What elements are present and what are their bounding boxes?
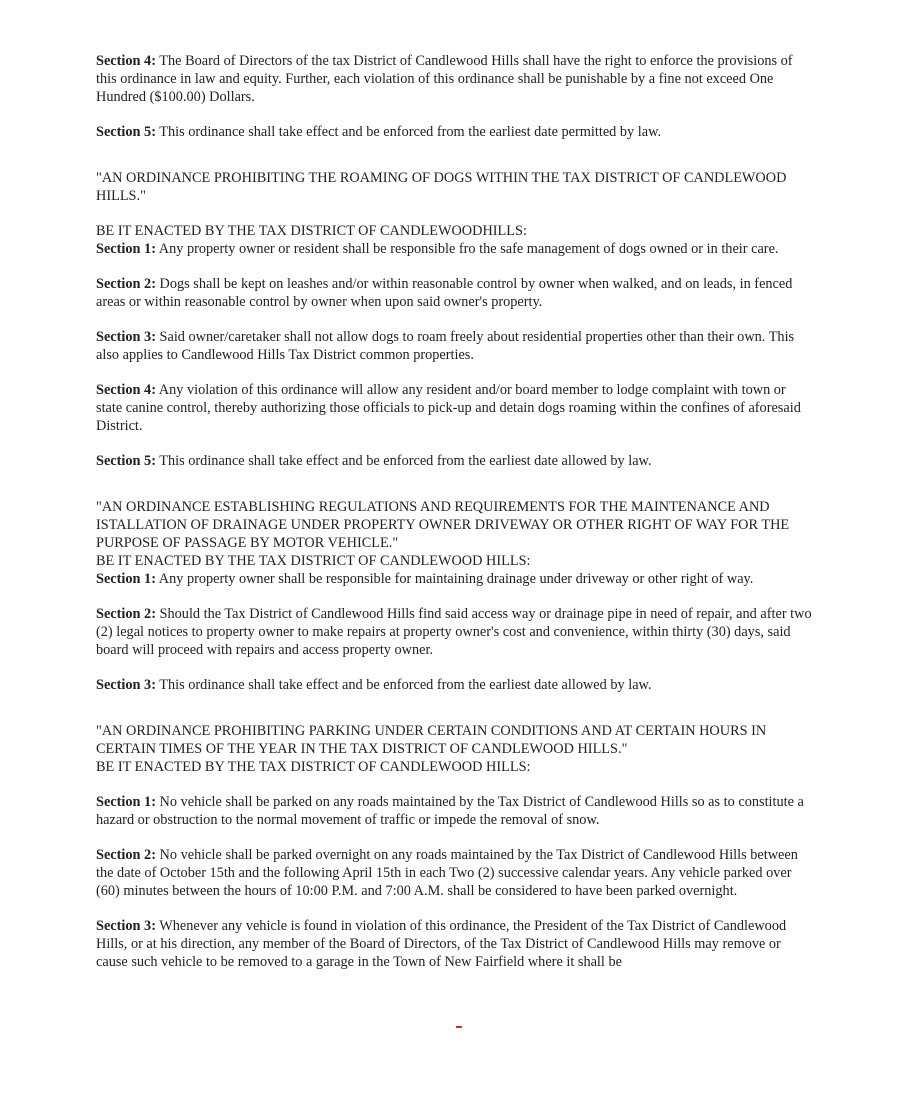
section-paragraph: [96, 240, 812, 258]
section-label: Section 3:: [96, 918, 156, 934]
section-paragraph: [96, 328, 812, 364]
ordinance-title-parking: "AN ORDINANCE PROHIBITING PARKING UNDER CERTAIN CONDITIONS AND AT CERTAIN HOURS IN CERTAIN TIMES OF THE YEAR IN THE TAX DISTRICT OF CANDLEWOOD HILLS.": [96, 723, 767, 757]
section-text: The Board of Directors of the tax District of Candlewood Hills shall have the right to enforce the provisions of this ordinance in law and equity. Further, each violation of this ordinance shall be punishable by a fine not exceed One Hundred ($100.00) Dollars.: [96, 53, 793, 105]
section-paragraph: [96, 676, 812, 694]
section-text: Said owner/caretaker shall not allow dogs to roam freely about residential properties other than their own. This also applies to Candlewood Hills Tax District common properties.: [96, 329, 795, 363]
section-label: Section 1:: [96, 794, 156, 810]
section-paragraph: [96, 570, 812, 588]
section-text: Any violation of this ordinance will allow any resident and/or board member to lodge complaint with town or state canine control, thereby authorizing those officials to pick-up and detain dogs roaming within the confines of aforesaid District.: [96, 382, 801, 434]
section-text: Any property owner or resident shall be responsible fro the safe management of dogs owned or in their care.: [155, 241, 779, 257]
section-text: No vehicle shall be parked on any roads maintained by the Tax District of Candlewood Hills so as to constitute a hazard or obstruction to the normal movement of traffic or impede the removal of snow.: [96, 794, 804, 828]
enacted-line: BE IT ENACTED BY THE TAX DISTRICT OF CANDLEWOODHILLS:: [96, 223, 527, 239]
section-paragraph: [96, 381, 812, 435]
section-paragraph: [96, 846, 812, 900]
section-paragraph: [96, 52, 812, 106]
section-label: Section 3:: [96, 329, 156, 345]
section-text: Whenever any vehicle is found in violation of this ordinance, the President of the Tax District of Candlewood Hills, or at his direction, any member of the Board of Directors, of the Tax District of Candlewood Hills may remove or cause such vehicle to be removed to a garage in the Town of New Fairfield where it shall be: [96, 918, 787, 970]
section-text: Dogs shall be kept on leashes and/or within reasonable control by owner when walked, and on leads, in fenced areas or within reasonable control by owner when upon said owner's property.: [96, 276, 793, 310]
section-label: Section 2:: [96, 606, 156, 622]
section-paragraph: [96, 793, 812, 829]
section-paragraph: [96, 452, 812, 470]
section-label: Section 2:: [96, 276, 156, 292]
enacted-line: BE IT ENACTED BY THE TAX DISTRICT OF CANDLEWOOD HILLS:: [96, 553, 531, 569]
section-label: Section 4:: [96, 382, 156, 398]
ordinance-title-drainage: "AN ORDINANCE ESTABLISHING REGULATIONS AND REQUIREMENTS FOR THE MAINTENANCE AND ISTALLATION OF DRAINAGE UNDER PROPERTY OWNER DRIVEWAY OR OTHER RIGHT OF WAY FOR THE PURPOSE OF PASSAGE BY MOTOR VEHICLE.": [96, 499, 790, 551]
scan-mark: [456, 1026, 462, 1028]
section-label: Section 2:: [96, 847, 156, 863]
section-text: This ordinance shall take effect and be enforced from the earliest date permitted by law.: [155, 124, 662, 140]
section-text: This ordinance shall take effect and be enforced from the earliest date allowed by law.: [155, 677, 652, 693]
section-label: Section 1:: [96, 241, 156, 257]
section-label: Section 5:: [96, 124, 156, 140]
ordinance-title-dogs: "AN ORDINANCE PROHIBITING THE ROAMING OF DOGS WITHIN THE TAX DISTRICT OF CANDLEWOOD HILLS.": [96, 170, 787, 204]
section-paragraph: [96, 123, 812, 141]
enacted-line: BE IT ENACTED BY THE TAX DISTRICT OF CANDLEWOOD HILLS:: [96, 759, 531, 775]
section-label: Section 1:: [96, 571, 156, 587]
section-paragraph: [96, 917, 812, 971]
section-paragraph: [96, 275, 812, 311]
section-text: This ordinance shall take effect and be enforced from the earliest date allowed by law.: [155, 453, 652, 469]
section-paragraph: [96, 605, 812, 659]
section-label: Section 3:: [96, 677, 156, 693]
section-text: No vehicle shall be parked overnight on any roads maintained by the Tax District of Candlewood Hills between the date of October 15th and the following April 15th in each Two (2) successive calendar years. Any vehicle parked over (60) minutes between the hours of 10:00 P.M. and 7:00 A.M. shall be considered to have been parked overnight.: [96, 847, 798, 899]
document-page: [96, 52, 812, 988]
section-label: Section 4:: [96, 53, 156, 69]
section-text: Any property owner shall be responsible for maintaining drainage under driveway or other right of way.: [155, 571, 754, 587]
section-text: Should the Tax District of Candlewood Hills find said access way or drainage pipe in need of repair, and after two (2) legal notices to property owner to make repairs at property owner's cost and convenience, within thirty (30) days, said board will proceed with repairs and access property owner.: [96, 606, 812, 658]
section-label: Section 5:: [96, 453, 156, 469]
